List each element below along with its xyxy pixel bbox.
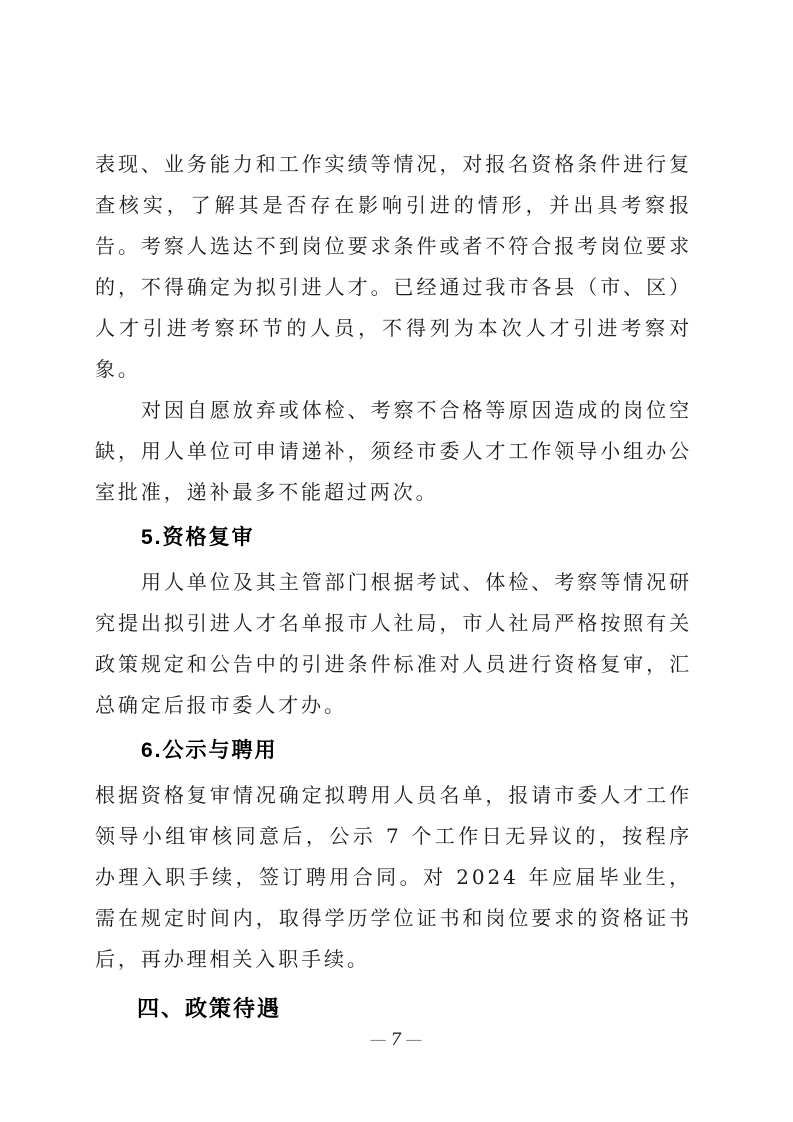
body-paragraph-replacement-rule: 对因自愿放弃或体检、考察不合格等原因造成的岗位空缺，用人单位可申请递补，须经市委人才工作领导小组办公室批准，递补最多不能超过两次。: [95, 398, 692, 504]
section-heading-5-qualification-review: 5.资格复审: [141, 526, 255, 549]
body-paragraph-continuation: 表现、业务能力和工作实绩等情况，对报名资格条件进行复查核实，了解其是否存在影响引进的情形，并出具考察报告。考察人选达不到岗位要求条件或者不符合报考岗位要求的，不得确定为拟引进人才。已经通过我市各县（市、区）人才引进考察环节的人员，不得列为本次人才引进考察对象。: [95, 152, 692, 381]
page-footer: [0, 1028, 793, 1052]
body-paragraph-qualification-review: 用人单位及其主管部门根据考试、体检、考察等情况研究提出拟引进人才名单报市人社局，市人社局严格按照有关政策规定和公告中的引进条件标准对人员进行资格复审，汇总确定后报市委人才办。: [95, 570, 692, 717]
body-paragraph-publicity-employment: 根据资格复审情况确定拟聘用人员名单，报请市委人才工作领导小组审核同意后，公示 7 个工作日无异议的，按程序办理入职手续，签订聘用合同。对 2024 年应届毕业生，需在规定时间内，取得学历学位证书和岗位要求的资格证书后，再办理相关入职手续。: [95, 783, 692, 971]
section-heading-6-publicity-employment: 6.公示与聘用: [141, 739, 278, 762]
chapter-heading-4-policy-benefits: 四、政策待遇: [137, 996, 282, 1021]
page-number-dash-left: —: [369, 1030, 388, 1050]
document-body: [95, 144, 692, 1029]
page-number-dash-right: —: [405, 1030, 424, 1050]
page-number: 7: [390, 1030, 403, 1050]
